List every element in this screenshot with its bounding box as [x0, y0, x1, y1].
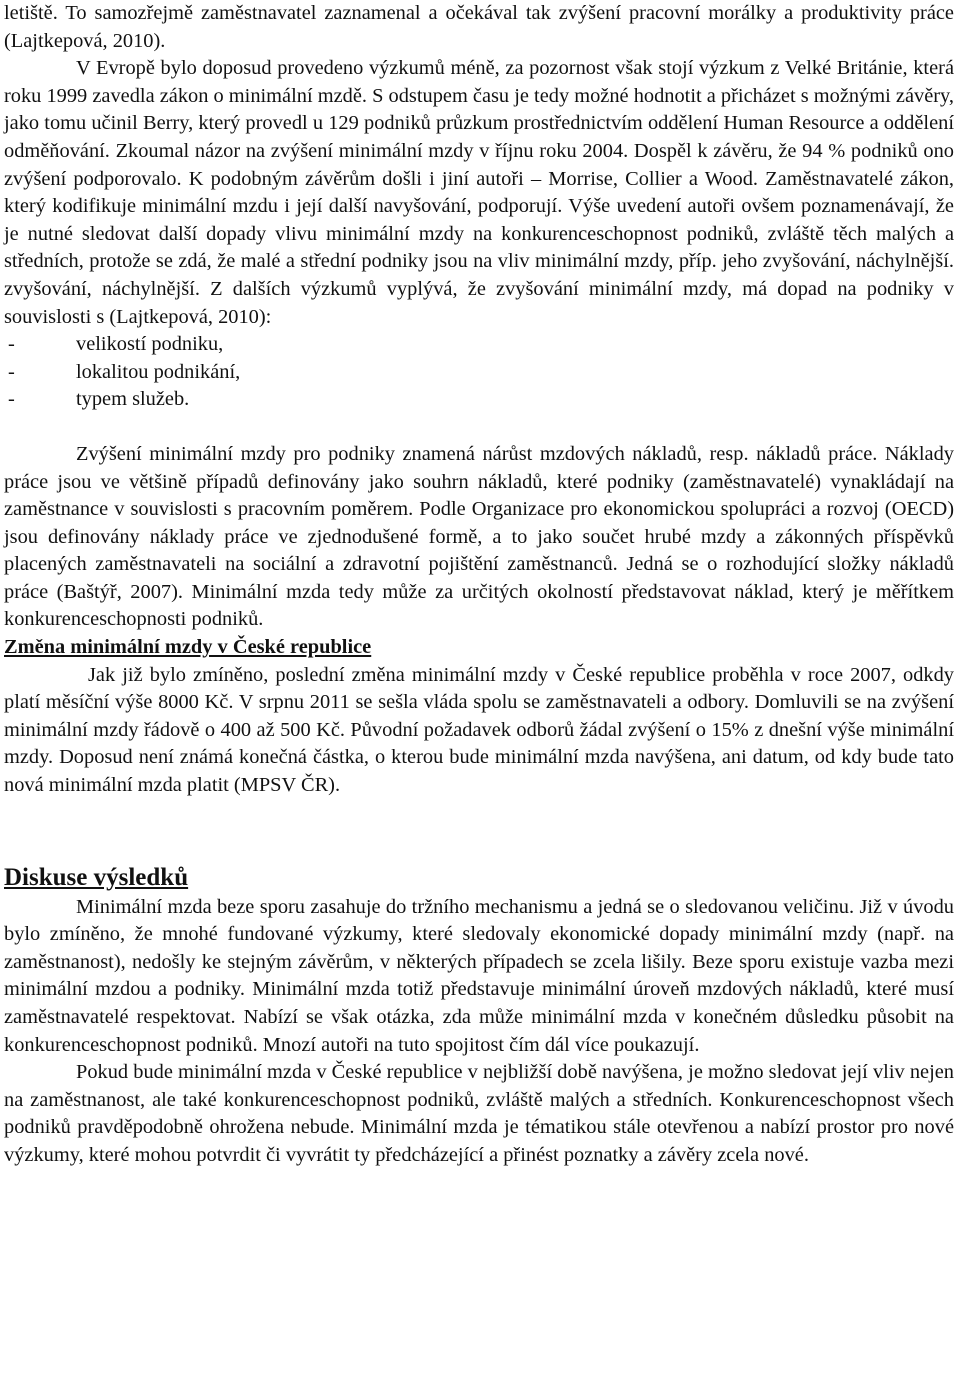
paragraph-europe-research: V Evropě bylo doposud provedeno výzkumů méně, za pozornost však stojí výzkum z Velké Británie, která roku 1999 zavedla zákon o minimální mzdě. S odstupem času je tedy možné hodnotit a přicházet s možnými závěry, jako tomu učinil Berry, který provedl u 129 podniků průzkum prostřednictvím oddělení Human Resource a oddělení odměňování. Zkoumal názor na zvýšení minimální mzdy v říjnu roku 2004. Dospěl k závěru, že 94 % podniků ono zvýšení podporovalo. K podobným závěrům došli i jiní autoři – Morrise, Collier a Wood. Zaměstnavatelé zákon, který kodifikuje minimální mzdu i její další navyšování, podporují. Výše uvedení autoři ovšem poznamenávají, že je nutné sledovat další dopady vlivu minimální mzdy na konkurenceschopnost podniků, zvláště těch malých a středních, protože se zdá, že malé a střední podniky jsou na vliv minimální mzdy, příp. jeho zvyšování, náchylnější. zvyšování, náchylnější. Z dalších výzkumů vyplývá, že zvyšování minimální mzdy, má dopad na podniky v souvislosti s (Lajtkepová, 2010):: [4, 57, 954, 328]
paragraph-discussion-2: Pokud bude minimální mzda v České republice v nejbližší době navýšena, je možno sledovat její vliv nejen na zaměstnanost, ale také konkurenceschopnost podniků, zvláště malých a středních. Konkurenceschopnost všech podniků pravděpodobně ohrožena nebude. Minimální mzda je tématikou stále otevřenou a nabízí prostor pro nové výzkumy, které mohou potvrdit či vyvrátit ty předcházející a přinést poznatky a závěry zcela nové.: [4, 1061, 954, 1166]
list-item: - lokalitou podnikání,: [4, 359, 954, 387]
paragraph-intro-continuation: letiště. To samozřejmě zaměstnavatel zaznamenal a očekával tak zvýšení pracovní morálky a produktivity práce (Lajtkepová, 2010).: [4, 2, 954, 52]
paragraph-discussion-1: Minimální mzda beze sporu zasahuje do tržního mechanismu a jedná se o sledovanou veličinu. Již v úvodu bylo zmíněno, že mnohé fundované výzkumy, které sledovaly ekonomické dopady minimální mzdy (např. na zaměstnanost), nedošly ke stejným závěrům, v některých případech se zcela lišily. Beze sporu existuje vazba mezi minimální mzdou a podniky. Minimální mzda totiž představuje minimální úroveň mzdových nákladů, které musí zaměstnavatelé respektovat. Nabízí se však otázka, zda může minimální mzda v konečném důsledku působit na konkurenceschopnost podniků. Mnozí autoři na tuto spojitost čím dál více poukazují.: [4, 895, 954, 1056]
section-heading-wage-change: Změna minimální mzdy v České republice: [4, 636, 372, 659]
list-item: - velikostí podniku,: [4, 331, 954, 359]
list-item: - typem služeb.: [4, 386, 954, 414]
paragraph-labor-costs: Zvýšení minimální mzdy pro podniky znamená nárůst mzdových nákladů, resp. nákladů práce. Náklady práce jsou ve většině případů definovány jako souhrn nákladů, které podniky (zaměstnavatelé) vynakládají na zaměstnance v souvislosti s pracovním poměrem. Podle Organizace pro ekonomickou spolupráci a rozvoj (OECD) jsou definovány náklady práce ve zjednodušené formě, a to jako součet hrubé mzdy a zákonných příspěvků placených zaměstnavateli na sociální a zdravotní pojištění zaměstnanců. Jedná se o rozhodující složky nákladů práce (Baštýř, 2007). Minimální mzda tedy může za určitých okolností představovat náklad, který je měřítkem konkurenceschopnosti podniků.: [4, 442, 954, 631]
impact-factors-list: [4, 331, 954, 414]
paragraph-wage-change: Jak již bylo zmíněno, poslední změna minimální mzdy v České republice proběhla v roce 2007, odkdy platí měsíční výše 8000 Kč. V srpnu 2011 se sešla vláda spolu se zaměstnavateli a odbory. Domluvili se na zvýšení minimální mzdy řádově o 400 až 500 Kč. Původní požadavek odborů žádal zvýšení o 15% z dnešní výše minimální mzdy. Doposud není známá konečná částka, o kterou bude minimální mzda navýšena, ani datum, od kdy bude tato nová minimální mzda platit (MPSV ČR).: [4, 663, 954, 797]
section-heading-discussion: Diskuse výsledků: [4, 863, 189, 891]
